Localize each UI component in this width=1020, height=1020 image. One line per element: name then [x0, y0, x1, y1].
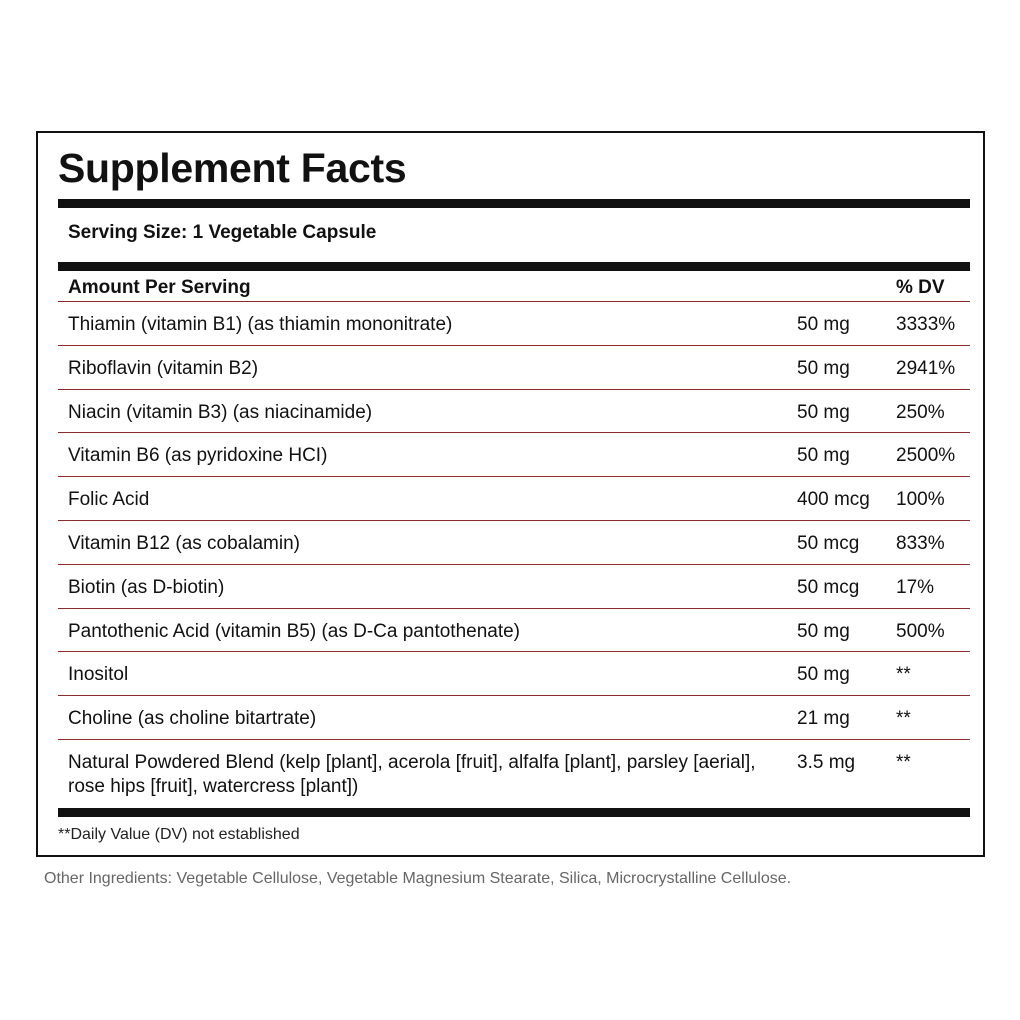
nutrient-dv: ** [896, 708, 911, 730]
table-row [58, 565, 970, 609]
nutrient-dv: 100% [896, 489, 945, 511]
table-row [58, 652, 970, 696]
nutrient-amount: 50 mg [797, 314, 850, 335]
nutrient-amount: 400 mcg [797, 489, 870, 511]
nutrient-name: Natural Powdered Blend (kelp [plant], acerola [fruit], alfalfa [plant], parsley [aerial], rose hips [fruit], watercress [plant]) [68, 751, 756, 797]
nutrient-dv: ** [896, 751, 911, 773]
thick-divider [58, 199, 970, 208]
table-row [58, 346, 970, 390]
nutrient-table [58, 271, 970, 807]
other-ingredients: Other Ingredients: Vegetable Cellulose, Vegetable Magnesium Stearate, Silica, Microcrystalline Cellulose. [44, 870, 792, 887]
dv-footnote: **Daily Value (DV) not established [58, 826, 300, 843]
nutrient-amount: 50 mcg [797, 576, 860, 598]
nutrient-name: Thiamin (vitamin B1) (as thiamin mononitrate) [68, 314, 453, 335]
supplement-facts-panel [36, 131, 985, 857]
nutrient-dv: 250% [896, 401, 945, 423]
nutrient-name: Vitamin B6 (as pyridoxine HCI) [68, 445, 328, 467]
serving-size: Serving Size: 1 Vegetable Capsule [68, 222, 377, 243]
table-row [58, 521, 970, 565]
table-row [58, 477, 970, 521]
table-row [58, 433, 970, 477]
nutrient-amount: 50 mg [797, 445, 850, 467]
nutrient-dv: ** [896, 664, 911, 686]
table-row [58, 740, 970, 807]
nutrient-dv: 3333% [896, 314, 956, 335]
nutrient-amount: 50 mg [797, 357, 850, 379]
nutrient-name: Niacin (vitamin B3) (as niacinamide) [68, 401, 373, 423]
nutrient-dv: 2500% [896, 445, 956, 467]
table-row [58, 696, 970, 740]
nutrient-name: Riboflavin (vitamin B2) [68, 357, 259, 379]
amount-per-serving-header: Amount Per Serving [68, 277, 251, 298]
thick-divider [58, 808, 970, 817]
nutrient-name: Biotin (as D-biotin) [68, 576, 225, 598]
panel-title: Supplement Facts [58, 145, 407, 191]
nutrient-name: Choline (as choline bitartrate) [68, 708, 317, 730]
table-row [58, 609, 970, 653]
nutrient-dv: 2941% [896, 357, 956, 379]
table-row [58, 390, 970, 434]
nutrient-amount: 21 mg [797, 708, 850, 730]
nutrient-amount: 50 mg [797, 401, 850, 423]
nutrient-dv: 833% [896, 532, 945, 554]
table-header [58, 271, 970, 302]
nutrient-dv: 17% [896, 576, 935, 598]
table-row [58, 302, 970, 346]
nutrient-name: Pantothenic Acid (vitamin B5) (as D-Ca pantothenate) [68, 620, 521, 642]
nutrient-amount: 50 mg [797, 620, 850, 642]
nutrient-amount: 50 mcg [797, 532, 860, 554]
nutrient-amount: 3.5 mg [797, 751, 856, 773]
nutrient-name: Folic Acid [68, 489, 150, 511]
nutrient-name: Inositol [68, 664, 129, 686]
dv-header: % DV [896, 277, 945, 298]
nutrient-amount: 50 mg [797, 664, 850, 686]
nutrient-name: Vitamin B12 (as cobalamin) [68, 532, 300, 554]
thick-divider [58, 262, 970, 271]
nutrient-dv: 500% [896, 620, 945, 642]
